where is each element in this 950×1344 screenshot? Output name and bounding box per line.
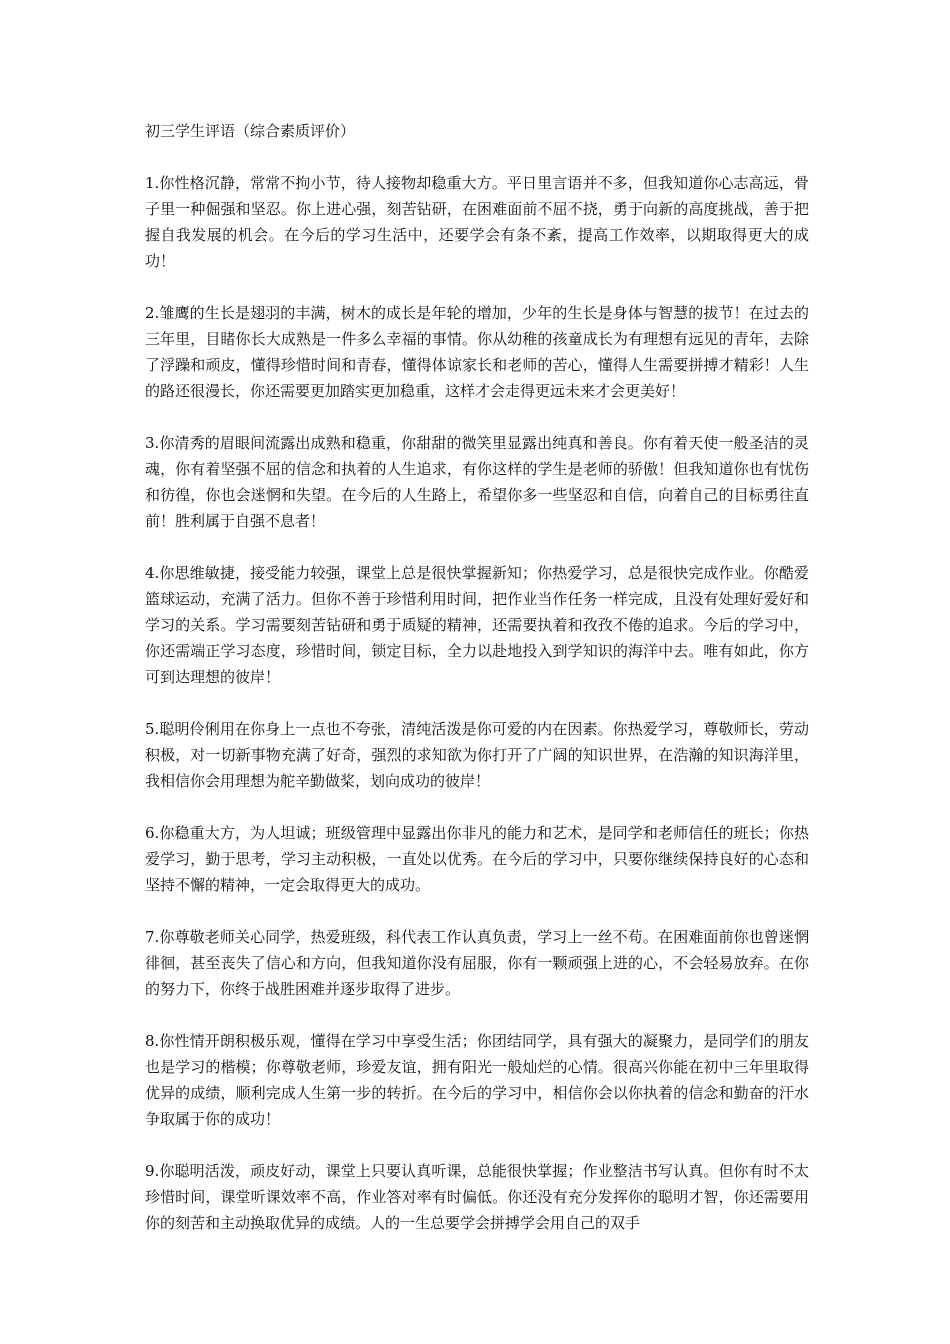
comment-paragraph-4: 4.你思维敏捷，接受能力较强，课堂上总是很快掌握新知；你热爱学习，总是很快完成作业。你酷爱篮球运动，充满了活力。但你不善于珍惜利用时间，把作业当作任务一样完成，且没有处理好爱好和学习的关系。学习需要刻苦钻研和勇于质疑的精神，还需要执着和孜孜不倦的追求。今后的学习中，你还需端正学习态度，珍惜时间，锁定目标，全力以赴地投入到学知识的海洋中去。唯有如此，你方可到达理想的彼岸！ bbox=[145, 564, 809, 686]
comment-paragraph-3: 3.你清秀的眉眼间流露出成熟和稳重，你甜甜的微笑里显露出纯真和善良。你有着天使一般圣洁的灵魂，你有着坚强不屈的信念和执着的人生追求，有你这样的学生是老师的骄傲！但我知道你也有忧伤和彷徨，你也会迷惘和失望。在今后的人生路上，希望你多一些坚忍和自信，向着自己的目标勇往直前！胜利属于自强不息者！ bbox=[145, 434, 809, 530]
document-page bbox=[145, 118, 809, 1262]
comment-paragraph-9: 9.你聪明活泼，顽皮好动，课堂上只要认真听课，总能很快掌握；作业整洁书写认真。但你有时不太珍惜时间，课堂听课效率不高，作业答对率有时偏低。你还没有充分发挥你的聪明才智，你还需要用你的刻苦和主动换取优异的成绩。人的一生总要学会拼搏学会用自己的双手 bbox=[145, 1162, 809, 1232]
comment-paragraph-7: 7.你尊敬老师关心同学，热爱班级，科代表工作认真负责，学习上一丝不苟。在困难面前你也曾迷惘徘徊，甚至丧失了信心和方向，但我知道你没有屈服，你有一颗顽强上进的心，不会轻易放弃。在你的努力下，你终于战胜困难并逐步取得了进步。 bbox=[145, 928, 809, 998]
comment-paragraph-5: 5.聪明伶俐用在你身上一点也不夸张，清纯活泼是你可爱的内在因素。你热爱学习，尊敬师长，劳动积极，对一切新事物充满了好奇，强烈的求知欲为你打开了广阔的知识世界，在浩瀚的知识海洋里，我相信你会用理想为舵辛勤做桨，划向成功的彼岸！ bbox=[145, 720, 809, 790]
document-title: 初三学生评语（综合素质评价） bbox=[145, 122, 356, 140]
comment-paragraph-8: 8.你性情开朗积极乐观，懂得在学习中享受生活；你团结同学，具有强大的凝聚力，是同学们的朋友也是学习的楷模；你尊敬老师，珍爱友谊，拥有阳光一般灿烂的心情。很高兴你能在初中三年里取得优异的成绩，顺利完成人生第一步的转折。在今后的学习中，相信你会以你执着的信念和勤奋的汗水争取属于你的成功！ bbox=[145, 1032, 809, 1128]
comment-paragraph-2: 2.雏鹰的生长是翅羽的丰满，树木的成长是年轮的增加，少年的生长是身体与智慧的拔节！在过去的三年里，目睹你长大成熟是一件多么幸福的事情。你从幼稚的孩童成长为有理想有远见的青年，去除了浮躁和顽皮，懂得珍惜时间和青春，懂得体谅家长和老师的苦心，懂得人生需要拼搏才精彩！人生的路还很漫长，你还需要更加踏实更加稳重，这样才会走得更远未来才会更美好！ bbox=[145, 304, 809, 400]
comment-paragraph-6: 6.你稳重大方，为人坦诚；班级管理中显露出你非凡的能力和艺术，是同学和老师信任的班长；你热爱学习，勤于思考，学习主动积极，一直处以优秀。在今后的学习中，只要你继续保持良好的心态和坚持不懈的精神，一定会取得更大的成功。 bbox=[145, 824, 809, 894]
comment-paragraph-1: 1.你性格沉静，常常不拘小节，待人接物却稳重大方。平日里言语并不多，但我知道你心志高远，骨子里一种倔强和坚忍。你上进心强，刻苦钻研，在困难面前不屈不挠，勇于向新的高度挑战，善于把握自我发展的机会。在今后的学习生活中，还要学会有条不紊，提高工作效率，以期取得更大的成功！ bbox=[145, 174, 809, 270]
